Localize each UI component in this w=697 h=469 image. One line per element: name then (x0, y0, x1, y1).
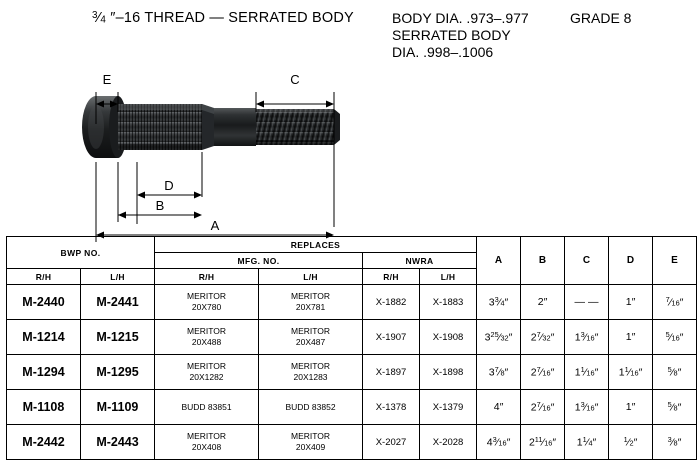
table-row[interactable] (7, 285, 697, 320)
cell-mfg-lh: MERITOR 20X1283 (259, 355, 363, 390)
header-dim-d: D (609, 237, 653, 285)
dim-label-b: B (155, 198, 165, 213)
stud-threaded-section (256, 109, 340, 145)
cell-bwp-rh: M-2440 (7, 285, 81, 320)
cell-dim-a: $4^3⁄16''$ (477, 425, 521, 460)
cell-nwra-lh: X-1883 (420, 285, 477, 320)
cell-bwp-rh: M-2442 (7, 425, 81, 460)
cell-dim-a: $3^7⁄8''$ (477, 355, 521, 390)
table-row[interactable] (7, 320, 697, 355)
header-nwra-lh: L/H (420, 269, 477, 285)
header-nwra-rh: R/H (363, 269, 420, 285)
cell-mfg-rh: BUDD 83851 (155, 390, 259, 425)
cell-bwp-lh: M-1109 (81, 390, 155, 425)
dim-label-c: C (290, 72, 300, 87)
stud-serrated-body (118, 104, 202, 150)
dim-label-e: E (102, 72, 112, 87)
stud-shank (214, 108, 256, 146)
cell-dim-d: $1^1⁄16''$ (609, 355, 653, 390)
table-row[interactable] (7, 425, 697, 460)
dim-label-d: D (164, 178, 174, 193)
cell-dim-c: — — (565, 285, 609, 320)
cell-dim-d: $^1$⁄2″ (609, 425, 653, 460)
cell-dim-e: $^5$⁄16″ (653, 320, 697, 355)
header-mfg-rh: R/H (155, 269, 259, 285)
header-mfg-lh: L/H (259, 269, 363, 285)
header-bwp-lh: L/H (81, 269, 155, 285)
cell-mfg-lh: MERITOR 20X781 (259, 285, 363, 320)
body-dia-line-3: DIA. .998–.1006 (392, 44, 494, 60)
cell-dim-c: $1^3⁄16''$ (565, 390, 609, 425)
thread-spec-text: $^3$⁄4 ″–16 THREAD — SERRATED BODY (92, 10, 354, 27)
cell-nwra-lh: X-2028 (420, 425, 477, 460)
cell-dim-e: $^5$⁄8″ (653, 390, 697, 425)
cell-dim-b: 2″ (521, 285, 565, 320)
header-bwp-rh: R/H (7, 269, 81, 285)
grade-label: GRADE 8 (570, 10, 632, 26)
cell-dim-e: $^5$⁄8″ (653, 355, 697, 390)
cell-dim-a: 4″ (477, 390, 521, 425)
cell-dim-b: $2^7⁄16''$ (521, 355, 565, 390)
header-dim-e: E (653, 237, 697, 285)
thread-spec-rest: ″–16 THREAD — SERRATED BODY (110, 10, 354, 27)
cell-dim-c: $1^1⁄4''$ (565, 425, 609, 460)
cell-mfg-lh: MERITOR 20X487 (259, 320, 363, 355)
cell-bwp-rh: M-1294 (7, 355, 81, 390)
header-replaces: REPLACES (155, 237, 477, 253)
cell-bwp-lh: M-2441 (81, 285, 155, 320)
cell-dim-b: $2^{11}⁄16''$ (521, 425, 565, 460)
cell-bwp-lh: M-1295 (81, 355, 155, 390)
cell-nwra-rh: X-1907 (363, 320, 420, 355)
dim-label-a: A (210, 218, 220, 233)
cell-nwra-lh: X-1379 (420, 390, 477, 425)
cell-dim-d: 1″ (609, 390, 653, 425)
body-dia-line-1: BODY DIA. .973–.977 (392, 10, 529, 26)
cell-nwra-rh: X-1378 (363, 390, 420, 425)
cell-nwra-lh: X-1908 (420, 320, 477, 355)
cell-nwra-rh: X-1882 (363, 285, 420, 320)
cell-mfg-rh: MERITOR 20X780 (155, 285, 259, 320)
cell-bwp-rh: M-1214 (7, 320, 81, 355)
cell-nwra-lh: X-1898 (420, 355, 477, 390)
cell-nwra-rh: X-1897 (363, 355, 420, 390)
cell-dim-d: 1″ (609, 285, 653, 320)
cell-dim-e: $^7$⁄16″ (653, 285, 697, 320)
cell-mfg-lh: BUDD 83852 (259, 390, 363, 425)
cell-dim-a: $3^3⁄4''$ (477, 285, 521, 320)
cell-mfg-rh: MERITOR 20X408 (155, 425, 259, 460)
cell-bwp-rh: M-1108 (7, 390, 81, 425)
table-row[interactable] (7, 355, 697, 390)
cell-dim-c: $1^1⁄16''$ (565, 355, 609, 390)
cell-dim-b: $2^7⁄32''$ (521, 320, 565, 355)
header-dim-c: C (565, 237, 609, 285)
cell-bwp-lh: M-2443 (81, 425, 155, 460)
cell-dim-a: $3^{25}⁄32''$ (477, 320, 521, 355)
header-mfg-no: MFG. NO. (155, 253, 363, 269)
cell-mfg-rh: MERITOR 20X1282 (155, 355, 259, 390)
cell-bwp-lh: M-1215 (81, 320, 155, 355)
header-bwp-no: BWP NO. (7, 237, 155, 269)
table-row[interactable] (7, 390, 697, 425)
cell-nwra-rh: X-2027 (363, 425, 420, 460)
cell-mfg-lh: MERITOR 20X409 (259, 425, 363, 460)
wheel-stud-drawing (0, 52, 420, 232)
cell-dim-b: $2^7⁄16''$ (521, 390, 565, 425)
parts-table (6, 236, 697, 460)
cell-dim-e: $^3$⁄8″ (653, 425, 697, 460)
header-nwra: NWRA (363, 253, 477, 269)
cell-mfg-rh: MERITOR 20X488 (155, 320, 259, 355)
cell-dim-d: 1″ (609, 320, 653, 355)
header-dim-b: B (521, 237, 565, 285)
stud-shoulder (202, 104, 214, 150)
body-dia-line-2: SERRATED BODY (392, 27, 511, 43)
parts-table-container (6, 236, 684, 460)
cell-dim-c: $1^3⁄16''$ (565, 320, 609, 355)
parts-table-body (7, 285, 697, 460)
header-dim-a: A (477, 237, 521, 285)
